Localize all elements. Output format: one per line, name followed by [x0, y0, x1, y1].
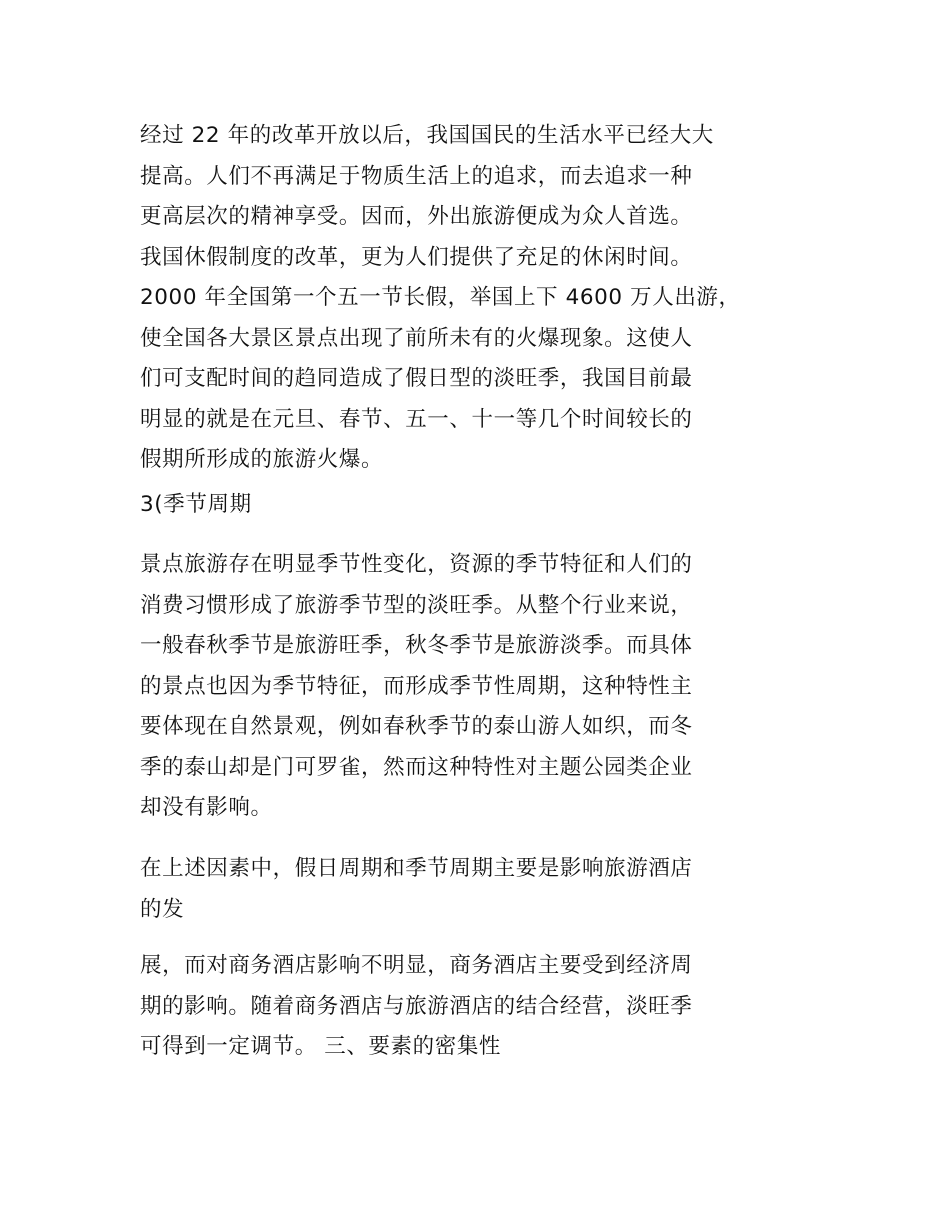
text-line: 的发: [140, 896, 185, 922]
text-line: 一般春秋季节是旅游旺季，秋冬季节是旅游淡季。而具体: [140, 633, 693, 658]
text-line: 可得到一定调节。 三、要素的密集性: [140, 1034, 502, 1059]
text-line: 明显的就是在元旦、春节、五一、十一等几个时间较长的: [140, 406, 693, 432]
section-heading-seasonal-cycle: [140, 485, 840, 526]
text-line: 的景点也因为季节特征，而形成季节性周期，这种特性主: [140, 673, 693, 699]
text-line: 使全国各大景区景点出现了前所未有的火爆现象。这使人: [140, 325, 693, 351]
text-line: 景点旅游存在明显季节性变化，资源的季节特征和人们的: [140, 552, 693, 577]
text-line: 要体现在自然景观，例如春秋季节的泰山游人如织，而冬: [140, 714, 693, 739]
text-line: 我国休假制度的改革，更为人们提供了充足的休闲时间。: [140, 244, 693, 270]
text-line: 经过 22 年的改革开放以后，我国国民的生活水平已经大大: [140, 123, 714, 148]
text-line: 季的泰山却是门可罗雀，然而这种特性对主题公园类企业: [140, 754, 693, 780]
text-line: 们可支配时间的趋同造成了假日型的淡旺季，我国目前最: [140, 366, 693, 391]
paragraph-factors: [140, 849, 840, 930]
text-line: 2000 年全国第一个五一节长假，举国上下 4600 万人出游，: [140, 285, 741, 310]
text-line: 提高。人们不再满足于物质生活上的追求，而去追求一种: [140, 163, 693, 189]
paragraph-business-hotels: [140, 946, 840, 1068]
text-line: 更高层次的精神享受。因而，外出旅游便成为众人首选。: [140, 204, 693, 229]
paragraph-holiday-reform: [140, 116, 840, 481]
text-line: 消费习惯形成了旅游季节型的淡旺季。从整个行业来说，: [140, 592, 693, 618]
text-line: 在上述因素中，假日周期和季节周期主要是影响旅游酒店: [140, 856, 693, 881]
text-line: 期的影响。随着商务酒店与旅游酒店的结合经营，淡旺季: [140, 993, 693, 1019]
text-line: 假期所形成的旅游火爆。: [140, 447, 384, 472]
section-heading: 3(季节周期: [140, 492, 252, 517]
text-line: 却没有影响。: [140, 795, 273, 820]
paragraph-seasonal-variation: [140, 545, 840, 829]
text-line: 展，而对商务酒店影响不明显，商务酒店主要受到经济周: [140, 953, 693, 978]
